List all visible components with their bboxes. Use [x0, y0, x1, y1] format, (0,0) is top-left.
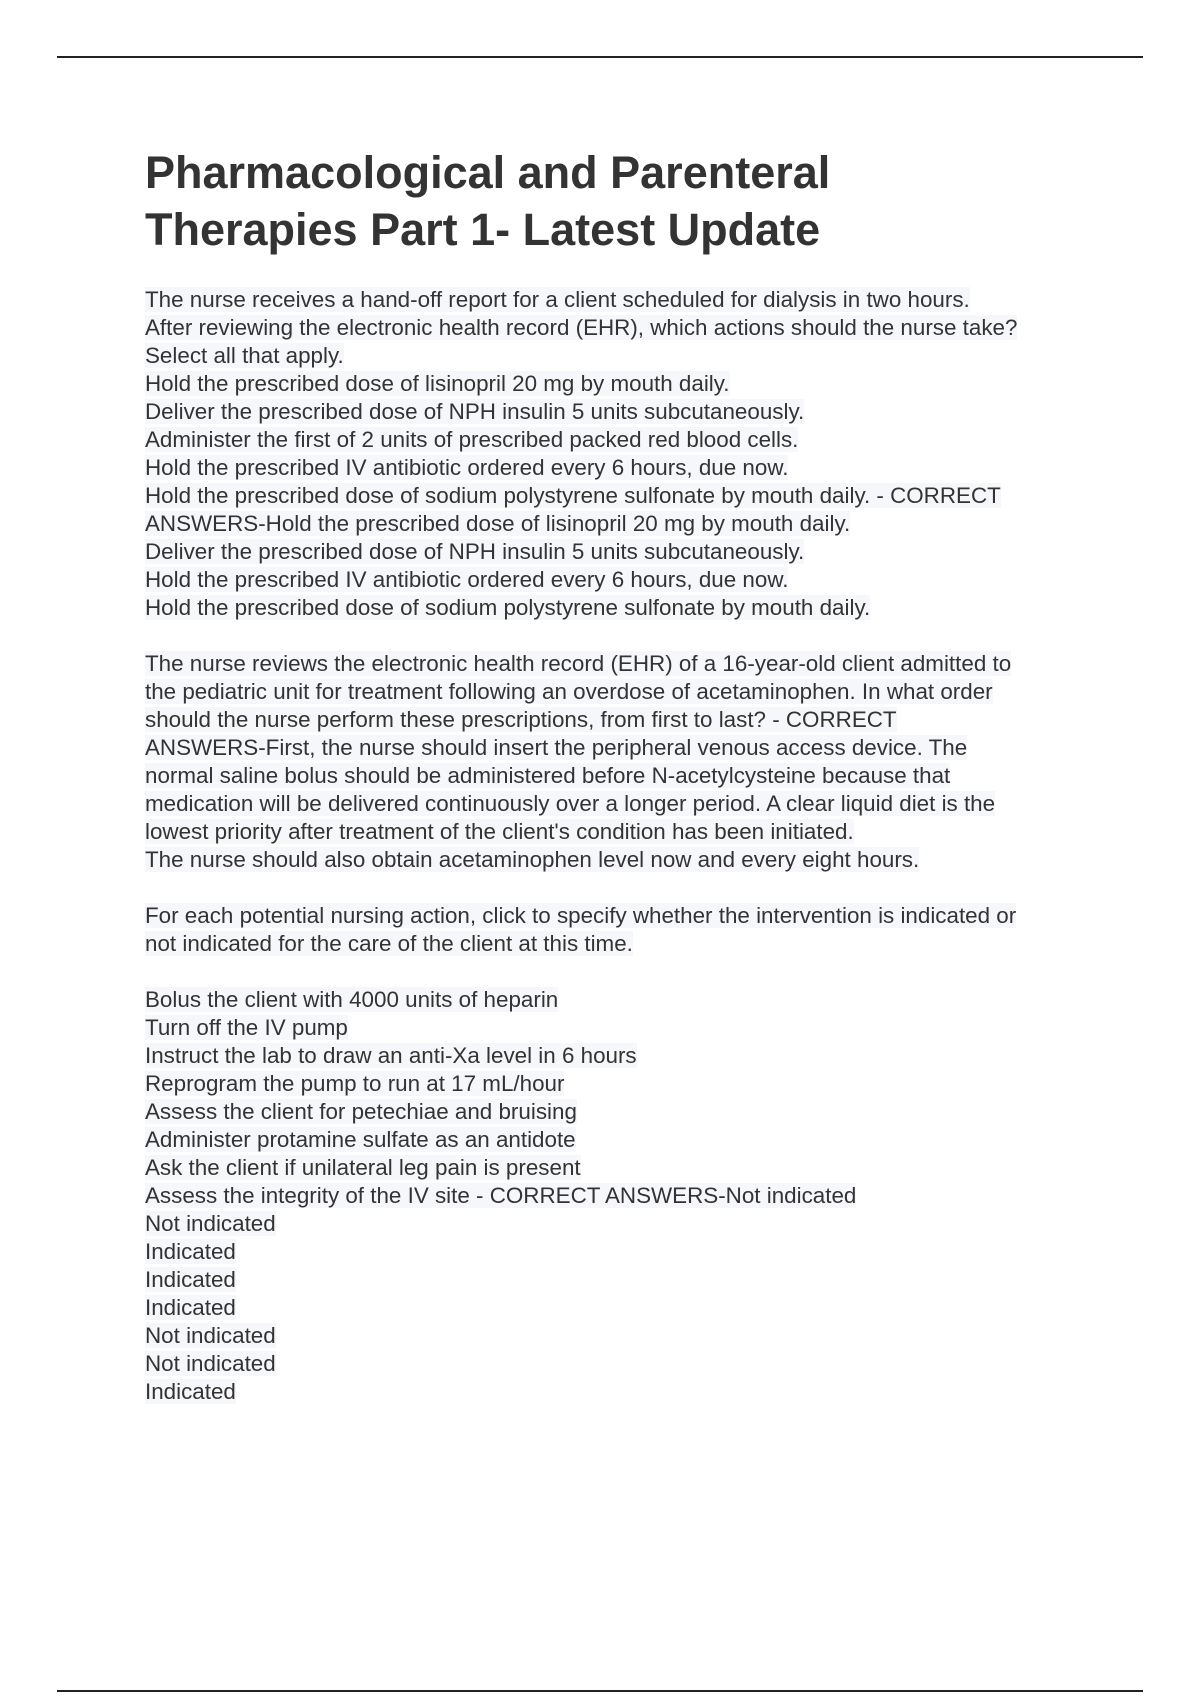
text-line: Hold the prescribed dose of sodium polystyrene sulfonate by mouth daily.	[145, 595, 871, 620]
text-line: medication will be delivered continuously over a longer period. A clear liquid diet is the	[145, 791, 996, 816]
text-line: normal saline bolus should be administered before N-acetylcysteine because that	[145, 763, 951, 788]
answer-line: Not indicated	[145, 1211, 276, 1236]
header-rule	[57, 56, 1143, 58]
text-line: Turn off the IV pump	[145, 1015, 348, 1040]
text-line: The nurse reviews the electronic health record (EHR) of a 16-year-old client admitted to	[145, 651, 1012, 676]
answer-line: Not indicated	[145, 1323, 276, 1348]
text-line: For each potential nursing action, click to specify whether the intervention is indicated or	[145, 903, 1017, 928]
text-line: After reviewing the electronic health record (EHR), which actions should the nurse take?	[145, 315, 1018, 340]
text-line: the pediatric unit for treatment following an overdose of acetaminophen. In what order	[145, 679, 993, 704]
text-line: Administer the first of 2 units of prescribed packed red blood cells.	[145, 427, 799, 452]
question-block-acetaminophen	[145, 650, 1105, 874]
answer-line: Indicated	[145, 1267, 236, 1292]
text-line: The nurse should also obtain acetaminophen level now and every eight hours.	[145, 847, 920, 872]
answer-line: Indicated	[145, 1295, 236, 1320]
text-line: should the nurse perform these prescriptions, from first to last? - CORRECT	[145, 707, 897, 732]
text-line: Deliver the prescribed dose of NPH insulin 5 units subcutaneously.	[145, 539, 805, 564]
text-line: Ask the client if unilateral leg pain is present	[145, 1155, 581, 1180]
document-title	[145, 144, 945, 258]
text-line: Hold the prescribed dose of lisinopril 20 mg by mouth daily.	[145, 371, 730, 396]
text-line: Hold the prescribed dose of sodium polystyrene sulfonate by mouth daily. - CORRECT	[145, 483, 1001, 508]
title-line: Therapies Part 1- Latest Update	[145, 204, 821, 255]
text-line: Bolus the client with 4000 units of heparin	[145, 987, 559, 1012]
answer-line: Indicated	[145, 1379, 236, 1404]
text-line: Assess the integrity of the IV site - CORRECT ANSWERS-Not indicated	[145, 1183, 857, 1208]
text-line: Administer protamine sulfate as an antidote	[145, 1127, 576, 1152]
footer-rule	[57, 1690, 1143, 1692]
text-line: Instruct the lab to draw an anti-Xa level in 6 hours	[145, 1043, 637, 1068]
question-block-heparin	[145, 986, 1105, 1406]
text-line: lowest priority after treatment of the client's condition has been initiated.	[145, 819, 854, 844]
text-line: not indicated for the care of the client at this time.	[145, 931, 633, 956]
text-line: Assess the client for petechiae and bruising	[145, 1099, 577, 1124]
answer-line: Not indicated	[145, 1351, 276, 1376]
text-line: Hold the prescribed IV antibiotic ordered every 6 hours, due now.	[145, 567, 789, 592]
text-line: ANSWERS-Hold the prescribed dose of lisinopril 20 mg by mouth daily.	[145, 511, 851, 536]
text-line: ANSWERS-First, the nurse should insert the peripheral venous access device. The	[145, 735, 968, 760]
text-line: Reprogram the pump to run at 17 mL/hour	[145, 1071, 565, 1096]
question-block-instructions	[145, 902, 1105, 958]
document-body	[145, 144, 1105, 1434]
text-line: Hold the prescribed IV antibiotic ordered every 6 hours, due now.	[145, 455, 789, 480]
question-block-dialysis	[145, 286, 1105, 622]
text-line: Select all that apply.	[145, 343, 344, 368]
title-line: Pharmacological and Parenteral	[145, 147, 831, 198]
text-line: Deliver the prescribed dose of NPH insulin 5 units subcutaneously.	[145, 399, 805, 424]
answer-line: Indicated	[145, 1239, 236, 1264]
text-line: The nurse receives a hand-off report for a client scheduled for dialysis in two hours.	[145, 287, 970, 312]
